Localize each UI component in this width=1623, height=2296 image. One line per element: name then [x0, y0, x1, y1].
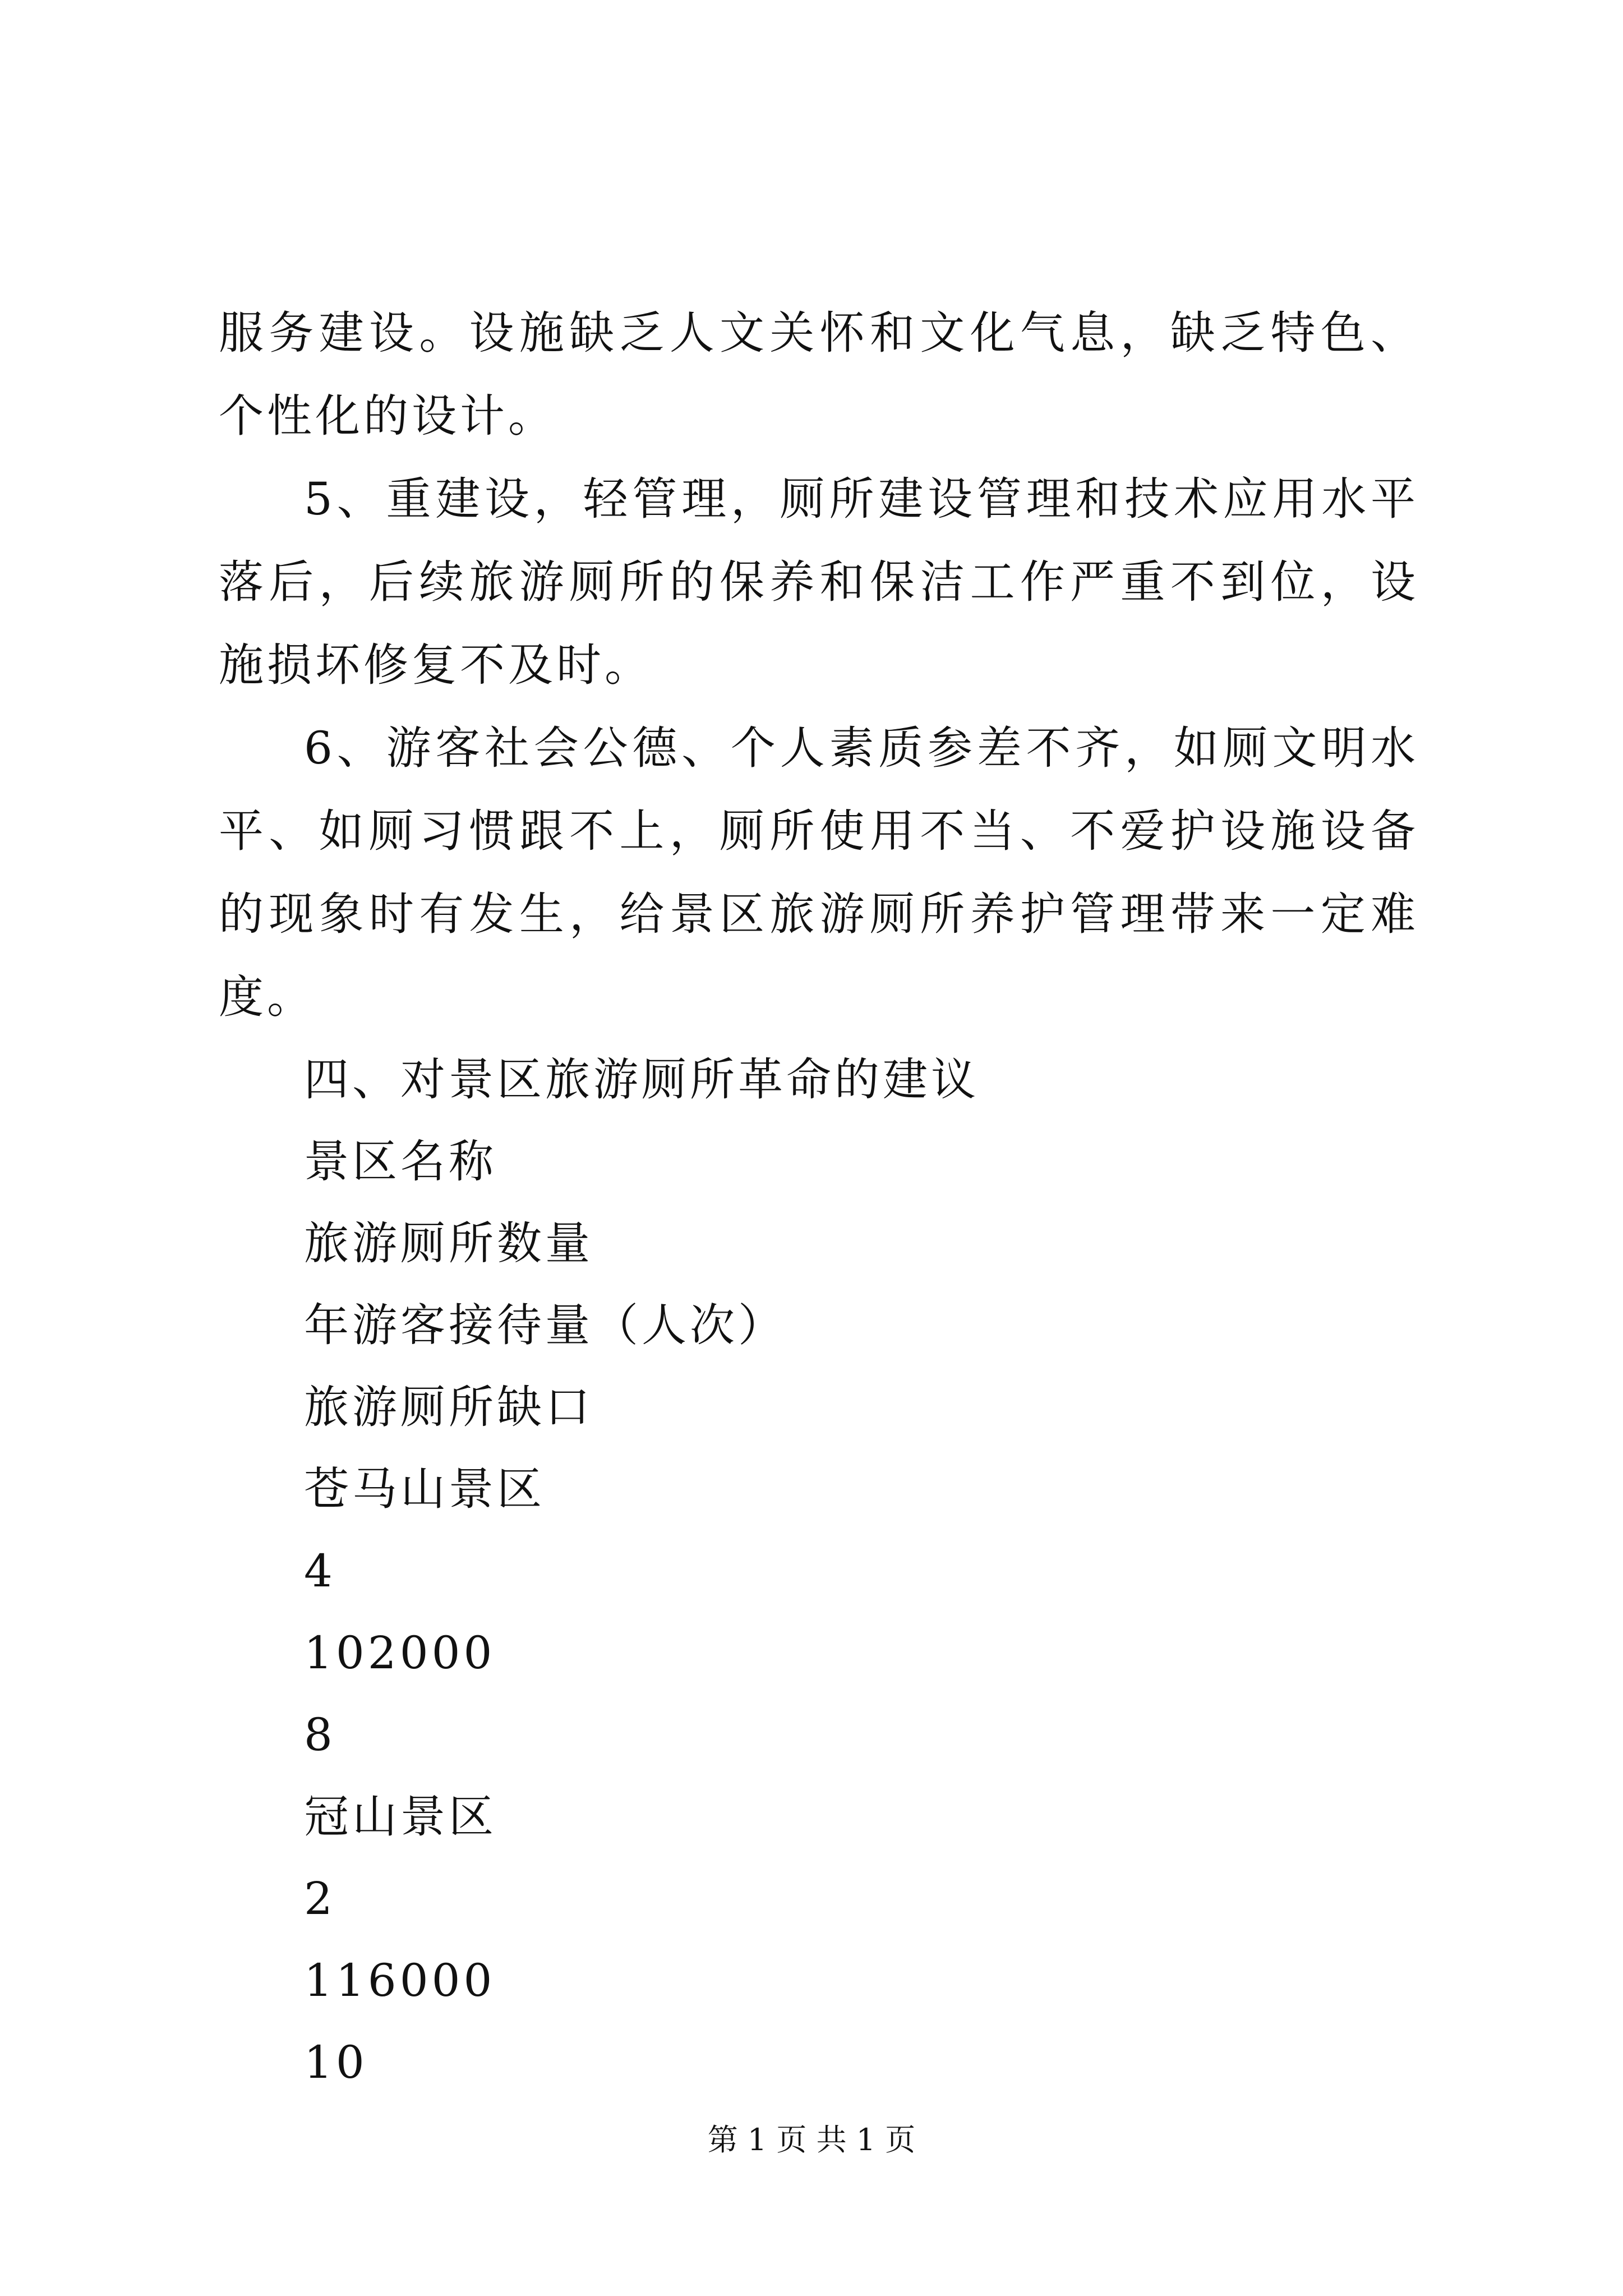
table-cell-scenic-name: 冠山景区	[304, 1791, 497, 1843]
table-cell-annual-visitors: 102000	[304, 1627, 496, 1679]
table-header-toilet-count: 旅游厕所数量	[304, 1217, 593, 1269]
document-body	[219, 292, 1419, 2104]
page-footer: 第 1 页 共 1 页	[707, 2122, 916, 2157]
table-header-toilet-gap: 旅游厕所缺口	[304, 1381, 593, 1433]
table-cell-toilet-count: 2	[304, 1872, 336, 1925]
section-heading: 四、对景区旅游厕所革命的建议	[304, 1053, 979, 1106]
table-cell-toilet-count: 4	[304, 1545, 336, 1597]
paragraph-item-5: 5、重建设，轻管理，厕所建设管理和技术应用水平落后，后续旅游厕所的保养和保洁工作严重不到位，设施损坏修复不及时。	[219, 473, 1419, 691]
table-content	[219, 1121, 1419, 2104]
table-cell-toilet-gap: 10	[304, 2036, 368, 2088]
table-header-scenic-name: 景区名称	[304, 1135, 497, 1188]
paragraph-item-6: 6、游客社会公德、个人素质参差不齐，如厕文明水平、如厕习惯跟不上，厕所使用不当、不爱护设施设备的现象时有发生，给景区旅游厕所养护管理带来一定难度。	[219, 722, 1419, 1023]
table-header-annual-visitors: 年游客接待量（人次）	[304, 1299, 786, 1351]
table-cell-annual-visitors: 116000	[304, 1954, 496, 2007]
paragraph-continuation: 服务建设。设施缺乏人文关怀和文化气息，缺乏特色、个性化的设计。	[219, 307, 1419, 442]
table-cell-toilet-gap: 8	[304, 1709, 336, 1761]
table-cell-scenic-name: 苍马山景区	[304, 1463, 545, 1515]
